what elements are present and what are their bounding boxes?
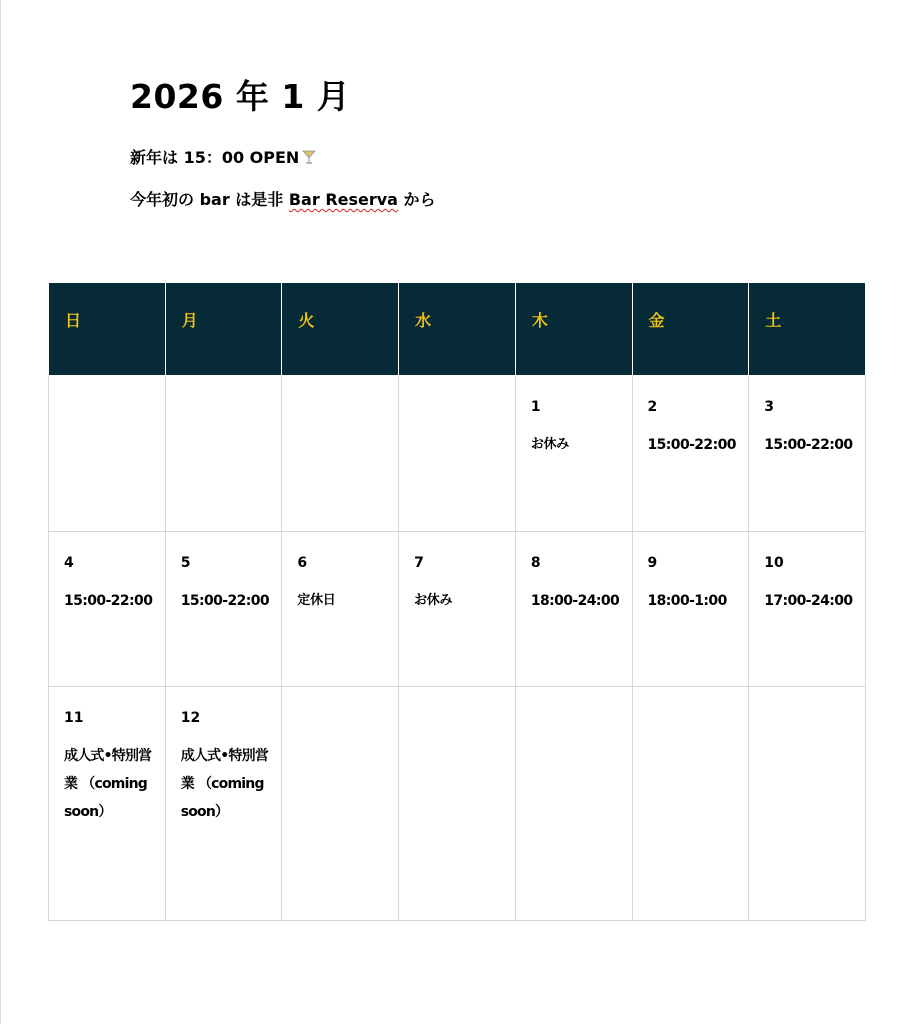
cocktail-glass-icon [301, 149, 317, 165]
day-note: 18:00-1:00 [647, 593, 727, 609]
calendar-cell-day-6 [282, 532, 399, 687]
weekday-label: 木 [531, 311, 548, 330]
calendar-cell-empty [399, 376, 516, 532]
calendar-cell-day-3 [749, 376, 866, 532]
invitation-text-after: から [397, 190, 436, 209]
day-note: 成人式•特別営業 （coming soon） [64, 748, 152, 820]
calendar-table [48, 282, 866, 921]
weekday-label: 土 [765, 311, 782, 330]
weekday-header-sun [49, 283, 166, 376]
day-number: 10 [764, 555, 784, 571]
day-number: 12 [180, 710, 201, 726]
day-number: 9 [647, 555, 658, 571]
day-note: 15:00-22:00 [64, 593, 153, 609]
weekday-header-tue [282, 283, 399, 376]
calendar-cell-day-5 [165, 532, 282, 687]
day-note: 成人式•特別営業 （coming soon） [180, 748, 269, 820]
bar-name: Bar Reserva [288, 190, 398, 209]
opening-notice-text: 新年は 15：00 OPEN [130, 148, 300, 167]
day-number: 6 [297, 555, 308, 571]
day-note: お休み [530, 437, 569, 452]
page-edge [0, 0, 1, 1024]
weekday-header-mon [165, 283, 282, 376]
weekday-label: 水 [415, 311, 432, 330]
calendar-cell-empty [282, 376, 399, 532]
day-number: 2 [647, 399, 658, 415]
calendar-cell-empty [399, 687, 516, 921]
weekday-label: 火 [298, 311, 315, 330]
day-number: 3 [764, 399, 774, 415]
day-note: 17:00-24:00 [764, 593, 853, 609]
calendar-cell-empty [515, 687, 632, 921]
week-row-1 [49, 376, 866, 532]
calendar-cell-day-2 [632, 376, 749, 532]
weekday-header-row [49, 283, 866, 376]
weekday-label: 日 [65, 311, 82, 330]
calendar-cell-day-11 [49, 687, 166, 921]
calendar-cell-empty [282, 687, 399, 921]
day-number: 4 [64, 555, 74, 571]
invitation-text [130, 189, 436, 211]
calendar-cell-empty [632, 687, 749, 921]
day-note: 15:00-22:00 [180, 593, 270, 609]
day-number: 8 [530, 555, 541, 571]
opening-notice [130, 147, 317, 169]
calendar-cell-day-12 [165, 687, 282, 921]
day-number: 7 [414, 555, 424, 571]
weekday-header-wed [399, 283, 516, 376]
calendar-cell-empty [165, 376, 282, 532]
calendar-cell-day-10 [749, 532, 866, 687]
week-row-2 [49, 532, 866, 687]
calendar-cell-day-9 [632, 532, 749, 687]
day-note: 18:00-24:00 [530, 593, 620, 609]
calendar-cell-empty [749, 687, 866, 921]
day-note: 定休日 [297, 593, 336, 608]
day-number: 11 [64, 710, 84, 726]
weekday-header-thu [515, 283, 632, 376]
day-note: 15:00-22:00 [764, 437, 853, 453]
calendar-cell-empty [49, 376, 166, 532]
day-note: 15:00-22:00 [647, 437, 736, 453]
week-row-3 [49, 687, 866, 921]
weekday-label: 金 [648, 311, 665, 330]
calendar-cell-day-1 [515, 376, 632, 532]
calendar-cell-day-7 [399, 532, 516, 687]
calendar-cell-day-8 [515, 532, 632, 687]
weekday-label: 月 [181, 311, 198, 330]
invitation-text-before: 今年初の bar は是非 [130, 190, 289, 209]
weekday-header-fri [632, 283, 749, 376]
day-number: 5 [180, 555, 191, 571]
weekday-header-sat [749, 283, 866, 376]
page-title: 2026 年 1 月 [130, 77, 351, 116]
day-number: 1 [530, 399, 541, 415]
day-note: お休み [414, 593, 453, 608]
calendar-cell-day-4 [49, 532, 166, 687]
